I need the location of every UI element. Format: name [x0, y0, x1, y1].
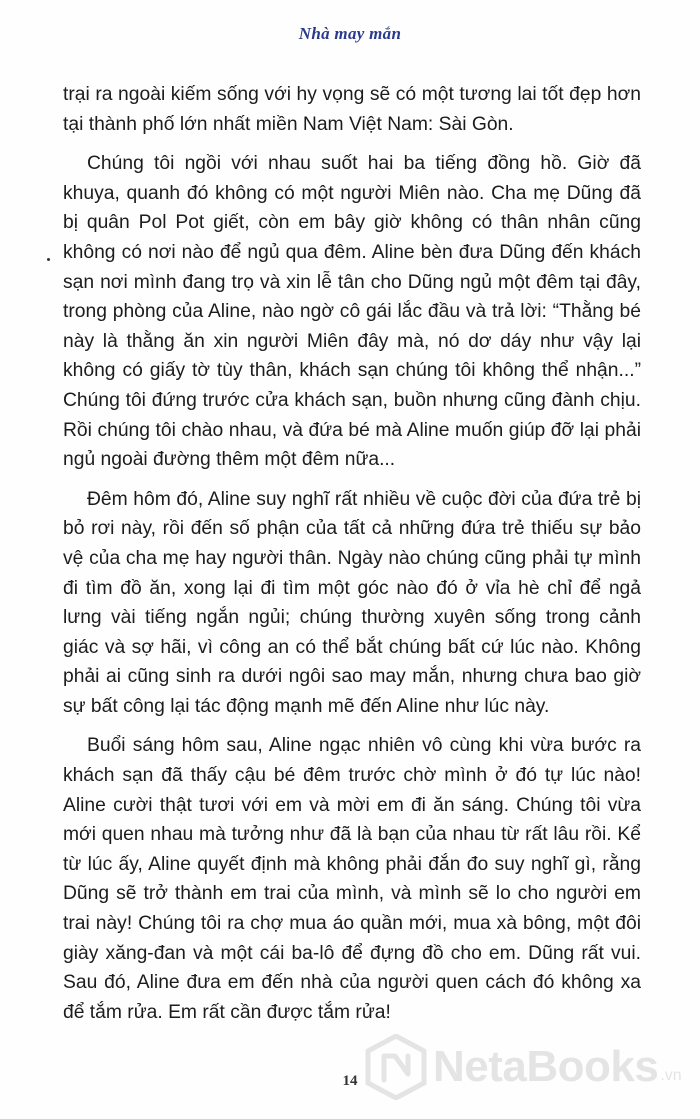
margin-mark	[47, 258, 50, 261]
running-header-title: Nhà may mắn	[298, 24, 402, 43]
watermark-suffix: .vn	[660, 1067, 682, 1084]
paragraph: Buổi sáng hôm sau, Aline ngạc nhiên vô cùng khi vừa bước ra khách sạn đã thấy cậu bé đêm trước chờ mình ở đó tự lúc nào! Aline cười thật tươi với em và mời em đi ăn sáng. Chúng tôi vừa mới quen nhau mà tưởng như đã là bạn của nhau từ rất lâu rồi. Kể từ lúc ấy, Aline quyết định mà không phải đắn đo suy nghĩ gì, rằng Dũng sẽ trở thành em trai của mình, và mình sẽ lo cho người em trai này! Chúng tôi ra chợ mua áo quần mới, mua xà bông, một đôi giày xăng-đan và một cái ba-lô để đựng đồ cho em. Dũng rất vui. Sau đó, Aline đưa em đến nhà của người quen cách đó không xa để tắm rửa. Em rất cần được tắm rửa!	[63, 735, 641, 1023]
watermark-brand: NetaBooks	[433, 1042, 659, 1091]
page-number: 14	[342, 1073, 358, 1089]
paragraph: Đêm hôm đó, Aline suy nghĩ rất nhiều về cuộc đời của đứa trẻ bị bỏ rơi này, rồi đến số phận của tất cả những đứa trẻ thiếu sự bảo vệ của cha mẹ hay người thân. Ngày nào chúng cũng phải tự mình đi tìm đồ ăn, xong lại đi tìm một góc nào đó ở vỉa hè chỉ để ngả lưng vài tiếng ngắn ngủi; chúng thường xuyên sống trong cảnh giác và sợ hãi, vì công an có thể bắt chúng bất cứ lúc nào. Không phải ai cũng sinh ra dưới ngôi sao may mắn, nhưng chưa bao giờ sự bất công lại tác động mạnh mẽ đến Aline như lúc này.	[63, 488, 641, 717]
paragraph: Chúng tôi ngồi với nhau suốt hai ba tiếng đồng hồ. Giờ đã khuya, quanh đó không có một người Miên nào. Cha mẹ Dũng đã bị quân Pol Pot giết, còn em bây giờ không có thân nhân cũng không có nơi nào để ngủ qua đêm. Aline bèn đưa Dũng đến khách sạn nơi mình đang trọ và xin lễ tân cho Dũng ngủ một đêm tại đây, trong phòng của Aline, nào ngờ cô gái lắc đầu và trả lời: “Thằng bé này là thằng ăn xin người Miên đây mà, nó dơ dáy như vậy lại không có giấy tờ tùy thân, khách sạn chúng tôi không thể nhận...” Chúng tôi đứng trước cửa khách sạn, buồn nhưng cũng đành chịu. Rồi chúng tôi chào nhau, và đứa bé mà Aline muốn giúp đỡ lại phải ngủ ngoài đường thêm một đêm nữa...	[63, 153, 641, 471]
body-text	[63, 80, 641, 1027]
netabooks-logo-icon	[365, 1034, 427, 1100]
paragraph-continuation: trại ra ngoài kiếm sống với hy vọng sẽ có một tương lai tốt đẹp hơn tại thành phố lớn nhất miền Nam Việt Nam: Sài Gòn.	[63, 84, 641, 135]
watermark	[365, 1027, 682, 1107]
